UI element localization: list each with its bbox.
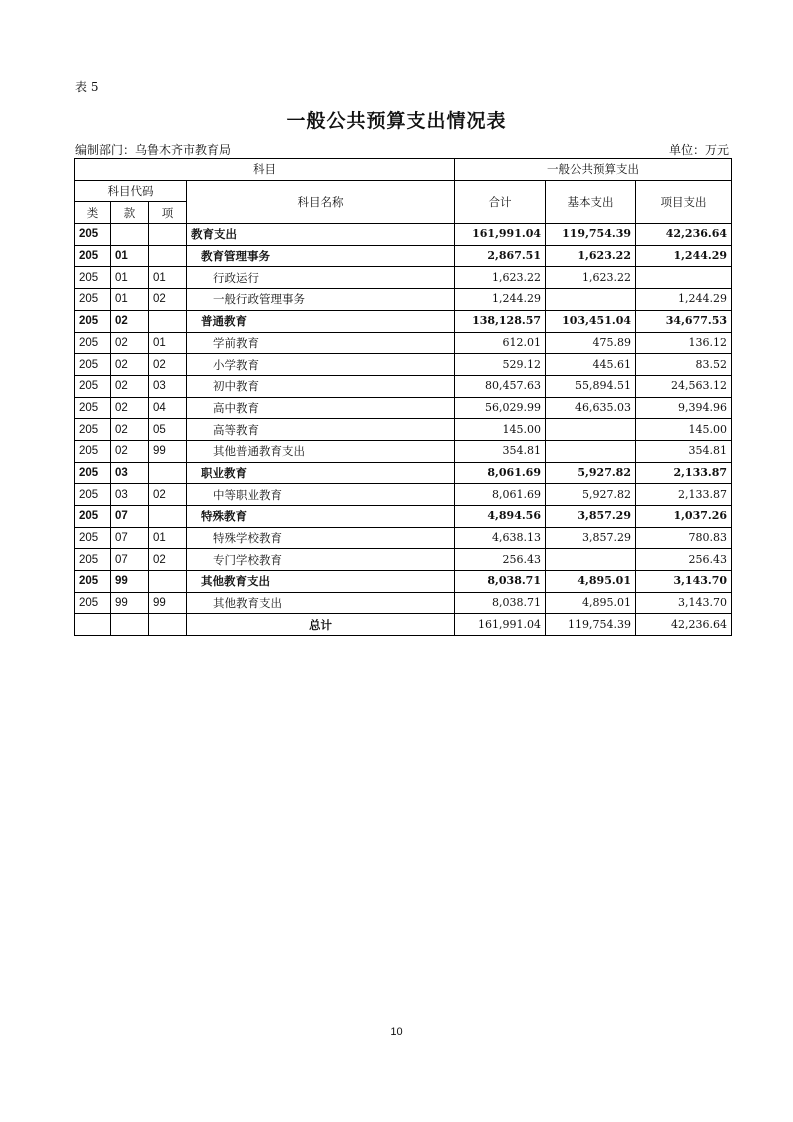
cell-basic bbox=[546, 549, 636, 571]
cell-total: 56,029.99 bbox=[455, 397, 546, 419]
cell-xiang: 02 bbox=[149, 289, 187, 311]
cell-lei: 205 bbox=[75, 267, 111, 289]
cell-lei: 205 bbox=[75, 592, 111, 614]
cell-project: 3,143.70 bbox=[636, 592, 732, 614]
cell-lei: 205 bbox=[75, 289, 111, 311]
cell-xiang bbox=[149, 310, 187, 332]
cell-basic: 3,857.29 bbox=[546, 527, 636, 549]
cell-xiang: 02 bbox=[149, 484, 187, 506]
header-xiang: 项 bbox=[149, 202, 187, 224]
cell-xiang: 99 bbox=[149, 440, 187, 462]
cell-name: 小学教育 bbox=[187, 354, 455, 376]
cell-basic: 445.61 bbox=[546, 354, 636, 376]
cell-total: 256.43 bbox=[455, 549, 546, 571]
cell-basic bbox=[546, 289, 636, 311]
cell-name: 高等教育 bbox=[187, 419, 455, 441]
cell-basic: 55,894.51 bbox=[546, 375, 636, 397]
cell-xiang bbox=[149, 224, 187, 246]
table-row bbox=[75, 484, 732, 506]
cell-project: 145.00 bbox=[636, 419, 732, 441]
cell-basic: 46,635.03 bbox=[546, 397, 636, 419]
cell-xiang: 99 bbox=[149, 592, 187, 614]
cell-lei: 205 bbox=[75, 549, 111, 571]
cell-total: 145.00 bbox=[455, 419, 546, 441]
cell-project: 780.83 bbox=[636, 527, 732, 549]
cell-total: 4,894.56 bbox=[455, 506, 546, 528]
table-row bbox=[75, 419, 732, 441]
cell-name: 行政运行 bbox=[187, 267, 455, 289]
table-row bbox=[75, 440, 732, 462]
cell-basic: 475.89 bbox=[546, 332, 636, 354]
cell-basic: 5,927.82 bbox=[546, 484, 636, 506]
cell-kuan: 99 bbox=[111, 571, 149, 593]
cell-empty bbox=[75, 614, 111, 636]
cell-total: 1,623.22 bbox=[455, 267, 546, 289]
cell-basic: 4,895.01 bbox=[546, 571, 636, 593]
cell-lei: 205 bbox=[75, 310, 111, 332]
cell-project: 256.43 bbox=[636, 549, 732, 571]
cell-total: 1,244.29 bbox=[455, 289, 546, 311]
cell-xiang bbox=[149, 462, 187, 484]
table-row bbox=[75, 310, 732, 332]
cell-name: 教育支出 bbox=[187, 224, 455, 246]
header-lei: 类 bbox=[75, 202, 111, 224]
cell-kuan: 01 bbox=[111, 289, 149, 311]
cell-name: 特殊教育 bbox=[187, 506, 455, 528]
header-basic: 基本支出 bbox=[546, 180, 636, 223]
header-subject-name: 科目名称 bbox=[187, 180, 455, 223]
table-row bbox=[75, 354, 732, 376]
cell-kuan: 02 bbox=[111, 397, 149, 419]
cell-name: 特殊学校教育 bbox=[187, 527, 455, 549]
cell-lei: 205 bbox=[75, 571, 111, 593]
cell-total: 8,038.71 bbox=[455, 592, 546, 614]
cell-xiang: 01 bbox=[149, 527, 187, 549]
cell-xiang: 02 bbox=[149, 549, 187, 571]
budget-table bbox=[74, 158, 732, 636]
table-body bbox=[75, 224, 732, 636]
header-kuan: 款 bbox=[111, 202, 149, 224]
cell-basic: 4,895.01 bbox=[546, 592, 636, 614]
cell-basic: 3,857.29 bbox=[546, 506, 636, 528]
cell-empty bbox=[111, 614, 149, 636]
cell-total: 529.12 bbox=[455, 354, 546, 376]
cell-project: 2,133.87 bbox=[636, 484, 732, 506]
cell-xiang: 01 bbox=[149, 332, 187, 354]
cell-kuan: 02 bbox=[111, 419, 149, 441]
cell-project: 83.52 bbox=[636, 354, 732, 376]
cell-name: 其他教育支出 bbox=[187, 592, 455, 614]
cell-lei: 205 bbox=[75, 397, 111, 419]
cell-basic bbox=[546, 440, 636, 462]
cell-xiang: 01 bbox=[149, 267, 187, 289]
cell-project: 1,037.26 bbox=[636, 506, 732, 528]
cell-project: 136.12 bbox=[636, 332, 732, 354]
unit-label: 单位：万元 bbox=[668, 143, 729, 157]
cell-project: 2,133.87 bbox=[636, 462, 732, 484]
cell-project: 24,563.12 bbox=[636, 375, 732, 397]
cell-lei: 205 bbox=[75, 462, 111, 484]
cell-name: 专门学校教育 bbox=[187, 549, 455, 571]
table-row bbox=[75, 592, 732, 614]
cell-basic: 1,623.22 bbox=[546, 267, 636, 289]
grand-total-row bbox=[75, 614, 732, 636]
cell-empty bbox=[149, 614, 187, 636]
cell-lei: 205 bbox=[75, 484, 111, 506]
cell-kuan: 02 bbox=[111, 310, 149, 332]
cell-kuan: 07 bbox=[111, 527, 149, 549]
cell-total: 8,061.69 bbox=[455, 462, 546, 484]
header-subject-code: 科目代码 bbox=[75, 180, 187, 202]
cell-xiang: 04 bbox=[149, 397, 187, 419]
cell-kuan: 02 bbox=[111, 440, 149, 462]
cell-lei: 205 bbox=[75, 440, 111, 462]
page-number: 10 bbox=[390, 1026, 403, 1038]
cell-project: 354.81 bbox=[636, 440, 732, 462]
table-number-label: 表 5 bbox=[75, 80, 99, 94]
cell-basic: 1,623.22 bbox=[546, 245, 636, 267]
cell-basic: 103,451.04 bbox=[546, 310, 636, 332]
cell-kuan: 01 bbox=[111, 245, 149, 267]
cell-name: 普通教育 bbox=[187, 310, 455, 332]
cell-name: 中等职业教育 bbox=[187, 484, 455, 506]
cell-name: 职业教育 bbox=[187, 462, 455, 484]
cell-kuan: 07 bbox=[111, 506, 149, 528]
table-row bbox=[75, 549, 732, 571]
cell-lei: 205 bbox=[75, 506, 111, 528]
cell-xiang bbox=[149, 245, 187, 267]
grand-total-total: 161,991.04 bbox=[455, 614, 546, 636]
table-row bbox=[75, 506, 732, 528]
cell-kuan: 01 bbox=[111, 267, 149, 289]
cell-total: 612.01 bbox=[455, 332, 546, 354]
cell-xiang bbox=[149, 571, 187, 593]
cell-total: 2,867.51 bbox=[455, 245, 546, 267]
cell-total: 80,457.63 bbox=[455, 375, 546, 397]
page-title: 一般公共预算支出情况表 bbox=[286, 110, 507, 132]
cell-lei: 205 bbox=[75, 375, 111, 397]
cell-project: 42,236.64 bbox=[636, 224, 732, 246]
cell-project: 3,143.70 bbox=[636, 571, 732, 593]
cell-name: 一般行政管理事务 bbox=[187, 289, 455, 311]
cell-xiang: 05 bbox=[149, 419, 187, 441]
cell-lei: 205 bbox=[75, 419, 111, 441]
cell-total: 161,991.04 bbox=[455, 224, 546, 246]
header-project: 项目支出 bbox=[636, 180, 732, 223]
table-row bbox=[75, 245, 732, 267]
table-row bbox=[75, 224, 732, 246]
cell-name: 学前教育 bbox=[187, 332, 455, 354]
cell-xiang bbox=[149, 506, 187, 528]
header-subject: 科目 bbox=[75, 159, 455, 181]
cell-kuan: 03 bbox=[111, 462, 149, 484]
cell-project: 34,677.53 bbox=[636, 310, 732, 332]
cell-lei: 205 bbox=[75, 245, 111, 267]
cell-kuan: 99 bbox=[111, 592, 149, 614]
cell-lei: 205 bbox=[75, 354, 111, 376]
cell-kuan: 02 bbox=[111, 332, 149, 354]
cell-kuan: 03 bbox=[111, 484, 149, 506]
grand-total-basic: 119,754.39 bbox=[546, 614, 636, 636]
table-row bbox=[75, 397, 732, 419]
cell-lei: 205 bbox=[75, 224, 111, 246]
table-row bbox=[75, 462, 732, 484]
department-label: 编制部门：乌鲁木齐市教育局 bbox=[75, 143, 232, 157]
cell-name: 其他教育支出 bbox=[187, 571, 455, 593]
table-row bbox=[75, 571, 732, 593]
grand-total-project: 42,236.64 bbox=[636, 614, 732, 636]
cell-kuan: 02 bbox=[111, 354, 149, 376]
cell-total: 354.81 bbox=[455, 440, 546, 462]
cell-xiang: 03 bbox=[149, 375, 187, 397]
header-total: 合计 bbox=[455, 180, 546, 223]
table-row bbox=[75, 332, 732, 354]
cell-total: 138,128.57 bbox=[455, 310, 546, 332]
cell-name: 高中教育 bbox=[187, 397, 455, 419]
cell-total: 8,061.69 bbox=[455, 484, 546, 506]
cell-basic: 5,927.82 bbox=[546, 462, 636, 484]
cell-name: 初中教育 bbox=[187, 375, 455, 397]
cell-project: 9,394.96 bbox=[636, 397, 732, 419]
cell-name: 教育管理事务 bbox=[187, 245, 455, 267]
grand-total-label: 总计 bbox=[187, 614, 455, 636]
table-row bbox=[75, 527, 732, 549]
cell-project: 1,244.29 bbox=[636, 245, 732, 267]
cell-project bbox=[636, 267, 732, 289]
cell-kuan: 02 bbox=[111, 375, 149, 397]
cell-name: 其他普通教育支出 bbox=[187, 440, 455, 462]
table-row bbox=[75, 289, 732, 311]
cell-project: 1,244.29 bbox=[636, 289, 732, 311]
table-row bbox=[75, 375, 732, 397]
cell-basic: 119,754.39 bbox=[546, 224, 636, 246]
cell-total: 8,038.71 bbox=[455, 571, 546, 593]
table-row bbox=[75, 267, 732, 289]
cell-kuan: 07 bbox=[111, 549, 149, 571]
cell-total: 4,638.13 bbox=[455, 527, 546, 549]
cell-basic bbox=[546, 419, 636, 441]
header-budget-group: 一般公共预算支出 bbox=[455, 159, 732, 181]
cell-lei: 205 bbox=[75, 527, 111, 549]
cell-xiang: 02 bbox=[149, 354, 187, 376]
cell-lei: 205 bbox=[75, 332, 111, 354]
table-header bbox=[75, 159, 732, 224]
cell-kuan bbox=[111, 224, 149, 246]
